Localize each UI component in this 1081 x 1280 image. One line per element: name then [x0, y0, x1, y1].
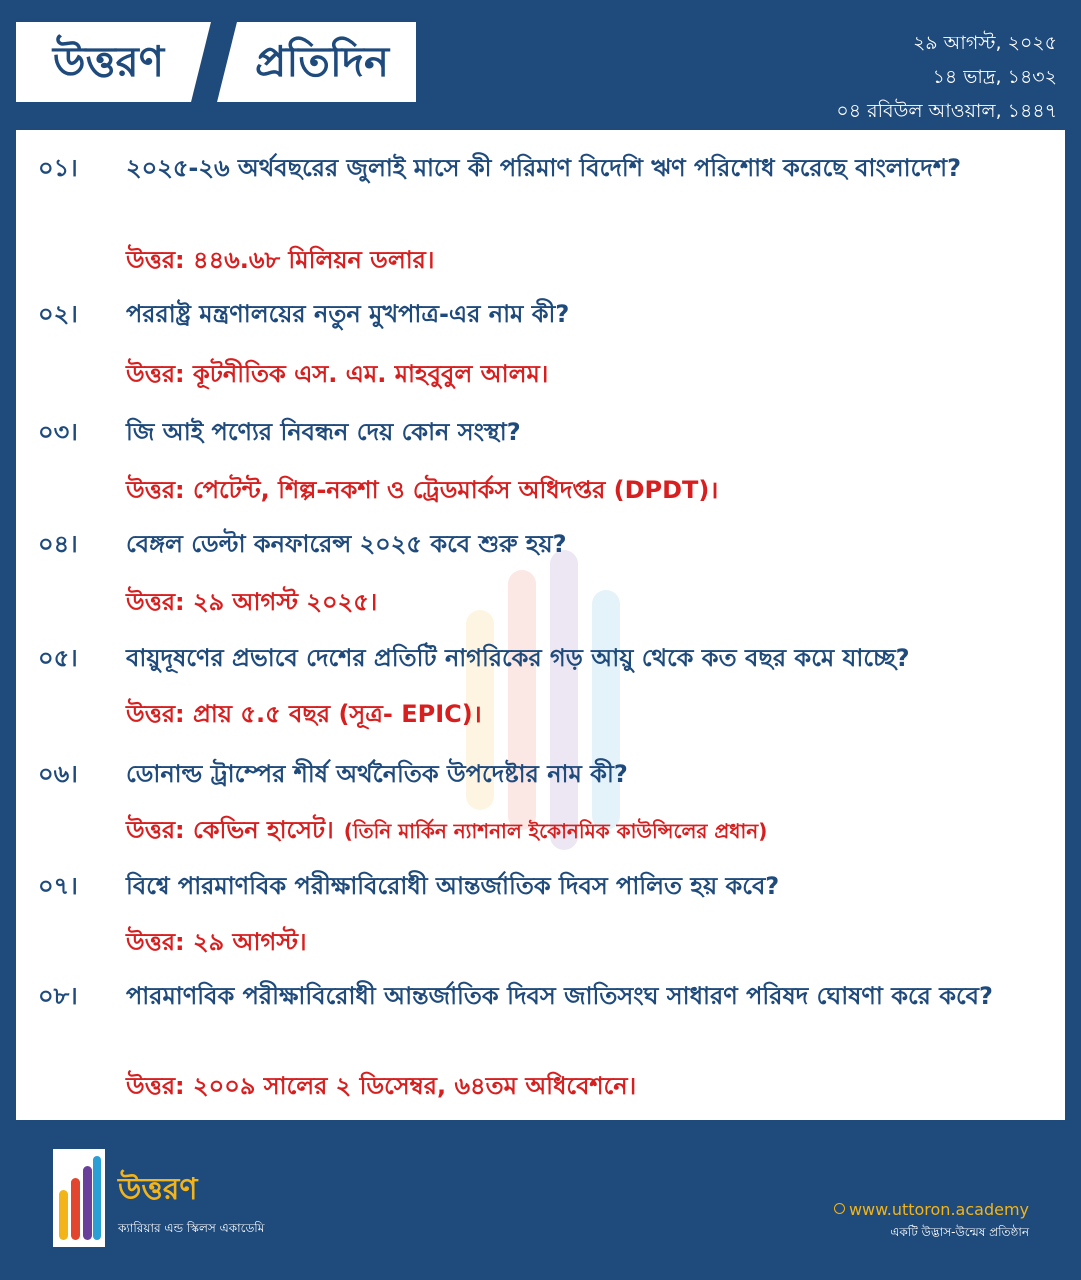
question-number: ০৫। — [38, 644, 78, 672]
question-text: বায়ুদূষণের প্রভাবে দেশের প্রতিটি নাগরিকের গড় আয়ু থেকে কত বছর কমে যাচ্ছে? — [126, 644, 910, 672]
brand-title — [16, 22, 416, 102]
website-text: www.uttoron.academy — [848, 1200, 1029, 1219]
footer — [0, 1120, 1081, 1280]
answer-text: উত্তর: ২৯ আগস্ট ২০২৫। — [126, 588, 378, 616]
question-number: ০৮। — [38, 982, 78, 1010]
date-hijri: ০৪ রবিউল আওয়াল, ১৪৪৭ — [836, 100, 1057, 122]
answer-row — [126, 812, 1051, 849]
brand-left-text: উত্তরণ — [52, 37, 165, 86]
brand-right-text: প্রতিদিন — [254, 37, 390, 86]
qa-panel — [16, 130, 1065, 1120]
header — [0, 0, 1081, 130]
date-bangla: ১৪ ভাদ্র, ১৪৩২ — [932, 66, 1057, 88]
question-text: ২০২৫-২৬ অর্থবছরের জুলাই মাসে কী পরিমাণ বিদেশি ঋণ পরিশোধ করেছে বাংলাদেশ? — [126, 154, 961, 182]
website-link[interactable] — [834, 1200, 1029, 1220]
answer-text: উত্তর: কূটনীতিক এস. এম. মাহবুবুল আলম। — [126, 360, 549, 388]
logo-name: উত্তরণ — [118, 1172, 198, 1207]
question-number: ০৭। — [38, 872, 78, 900]
date-block — [836, 26, 1057, 128]
answer-text: উত্তর: পেটেন্ট, শিল্প-নকশা ও ট্রেডমার্কস অধিদপ্তর (DPDT)। — [126, 476, 719, 504]
globe-icon — [834, 1203, 845, 1214]
answer-text: উত্তর: ২০০৯ সালের ২ ডিসেম্বর, ৬৪তম অধিবেশনে। — [126, 1072, 637, 1100]
question-text: ডোনাল্ড ট্রাম্পের শীর্ষ অর্থনৈতিক উপদেষ্টার নাম কী? — [126, 760, 628, 788]
tagline: একটি উদ্ভাস-উন্মেষ প্রতিষ্ঠান — [890, 1225, 1029, 1239]
question-text: জি আই পণ্যের নিবন্ধন দেয় কোন সংস্থা? — [126, 418, 521, 446]
date-gregorian: ২৯ আগস্ট, ২০২৫ — [912, 32, 1057, 54]
question-number: ০১। — [38, 154, 78, 182]
answer-text: উত্তর: প্রায় ৫.৫ বছর (সূত্র- EPIC)। — [126, 700, 482, 728]
answer-text: উত্তর: কেভিন হাসেট। — [126, 816, 334, 844]
logo-subtitle: ক্যারিয়ার এন্ড স্কিলস একাডেমি — [118, 1221, 265, 1235]
question-number: ০৬। — [38, 760, 78, 788]
question-number: ০৪। — [38, 530, 78, 558]
question-text: পররাষ্ট্র মন্ত্রণালয়ের নতুন মুখপাত্র-এর নাম কী? — [126, 300, 570, 328]
uttoron-logo-icon — [52, 1148, 106, 1248]
answer-text: উত্তর: ২৯ আগস্ট। — [126, 928, 307, 956]
question-text: পারমাণবিক পরীক্ষাবিরোধী আন্তর্জাতিক দিবস জাতিসংঘ সাধারণ পরিষদ ঘোষণা করে কবে? — [126, 982, 993, 1010]
question-text: বেঙ্গল ডেল্টা কনফারেন্স ২০২৫ কবে শুরু হয়? — [126, 530, 567, 558]
question-number: ০৩। — [38, 418, 78, 446]
question-number: ০২। — [38, 300, 78, 328]
question-text: বিশ্বে পারমাণবিক পরীক্ষাবিরোধী আন্তর্জাতিক দিবস পালিত হয় কবে? — [126, 872, 780, 900]
answer-text: উত্তর: ৪৪৬.৬৮ মিলিয়ন ডলার। — [126, 246, 435, 274]
answer-note: (তিনি মার্কিন ন্যাশনাল ইকোনমিক কাউন্সিলের প্রধান) — [343, 819, 768, 843]
